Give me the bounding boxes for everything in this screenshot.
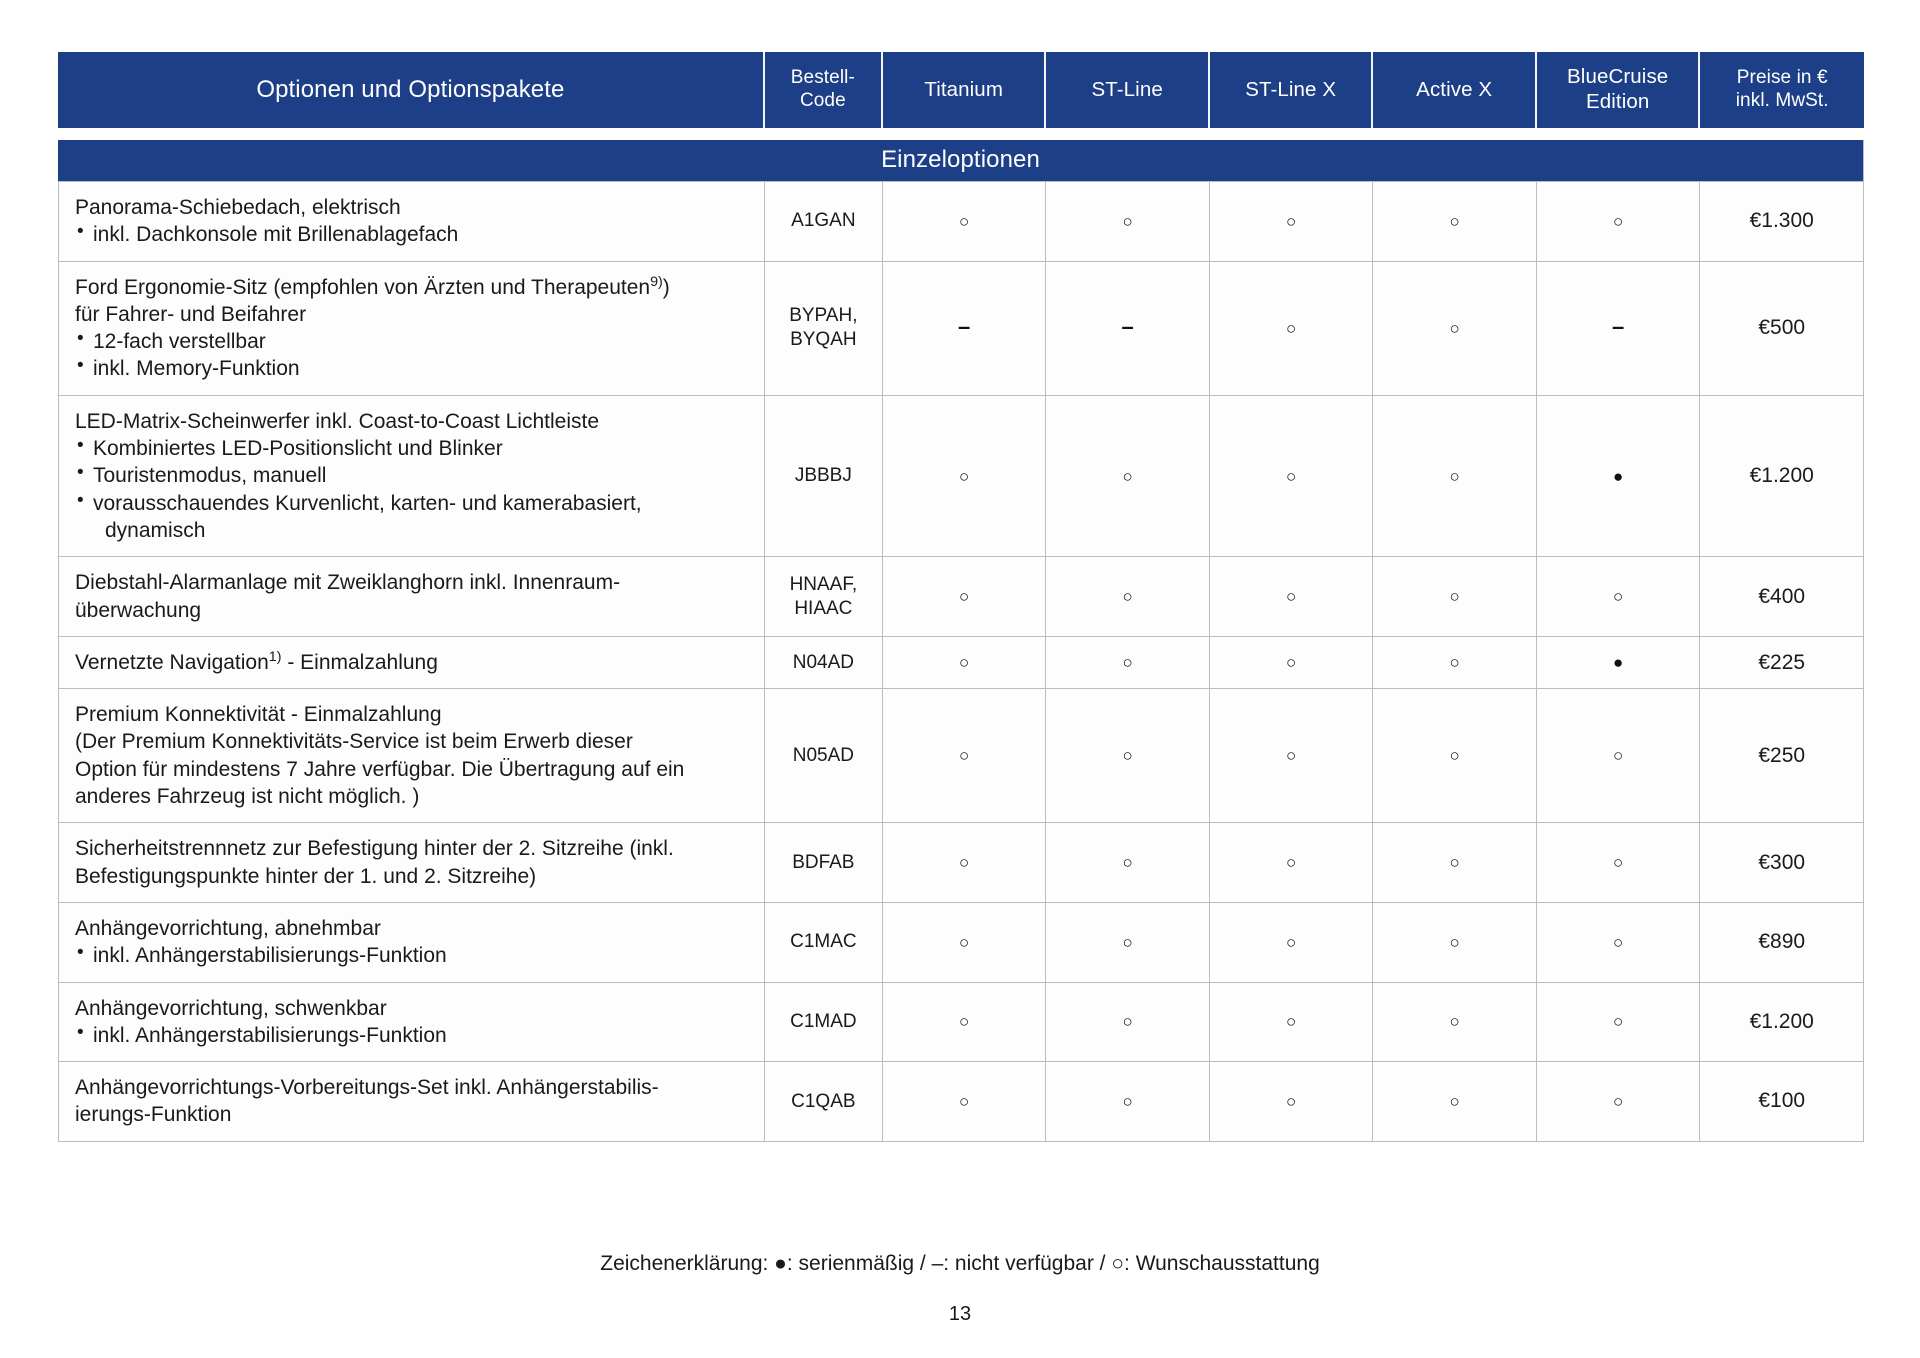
symbol-circle-icon: ○ <box>1286 318 1297 338</box>
header-price-line2: inkl. MwSt. <box>1735 90 1829 111</box>
option-title: Vernetzte Navigation$^{1)}$ - Einmalzahlung <box>75 648 438 674</box>
order-code <box>765 1062 883 1142</box>
option-title: Anhängevorrichtung, abnehmbar <box>75 916 381 940</box>
availability-activex <box>1373 396 1537 557</box>
order-code-line: C1MAD <box>790 1010 857 1032</box>
symbol-circle-icon: ○ <box>959 746 970 766</box>
header-bestell-code <box>765 52 883 128</box>
header-price <box>1700 52 1864 128</box>
option-price: €1.300 <box>1700 182 1864 262</box>
order-code-line: BYQAH <box>790 329 857 351</box>
availability-titanium <box>883 182 1047 262</box>
symbol-circle-icon: ○ <box>959 587 970 607</box>
symbol-dash-icon: – <box>1121 314 1134 340</box>
symbol-circle-icon: ○ <box>1286 746 1297 766</box>
header-code-line2: Code <box>799 90 846 111</box>
order-code-line: HIAAC <box>794 597 853 619</box>
order-code-line: C1MAC <box>790 931 857 953</box>
availability-activex <box>1373 262 1537 396</box>
symbol-dot-icon: ● <box>1613 466 1624 486</box>
symbol-circle-icon: ○ <box>1613 1091 1624 1111</box>
option-bullet: • 12-fach verstellbar <box>75 328 750 355</box>
symbol-circle-icon: ○ <box>1286 587 1297 607</box>
symbol-circle-icon: ○ <box>1122 466 1133 486</box>
symbol-circle-icon: ○ <box>1449 211 1460 231</box>
symbol-circle-icon: ○ <box>1286 466 1297 486</box>
symbol-circle-icon: ○ <box>1286 1091 1297 1111</box>
availability-activex <box>1373 983 1537 1063</box>
table-body <box>58 128 1864 1142</box>
option-description <box>58 983 765 1063</box>
option-title-cont: überwachung <box>75 598 202 622</box>
option-price: €890 <box>1700 903 1864 983</box>
availability-titanium <box>883 557 1047 637</box>
availability-activex <box>1373 689 1537 823</box>
availability-stlinex <box>1210 903 1374 983</box>
symbol-circle-icon: ○ <box>1122 587 1133 607</box>
symbol-circle-icon: ○ <box>1449 318 1460 338</box>
order-code-line: JBBBJ <box>794 465 852 487</box>
header-spacer <box>58 128 1864 140</box>
availability-bluecruise <box>1537 689 1701 823</box>
availability-bluecruise <box>1537 557 1701 637</box>
option-description <box>58 262 765 396</box>
availability-bluecruise <box>1537 1062 1701 1142</box>
option-bullet: • Touristenmodus, manuell <box>75 462 750 489</box>
option-title: LED-Matrix-Scheinwerfer inkl. Coast-to-Coast Lichtleiste <box>75 409 600 433</box>
availability-stlinex <box>1210 983 1374 1063</box>
option-bullet: • inkl. Dachkonsole mit Brillenablagefach <box>75 221 750 248</box>
availability-stlinex <box>1210 637 1374 689</box>
option-title: Panorama-Schiebedach, elektrisch <box>75 196 401 219</box>
option-price: €500 <box>1700 262 1864 396</box>
page-number: 13 <box>948 1303 972 1325</box>
symbol-circle-icon: ○ <box>1449 932 1460 952</box>
availability-titanium <box>883 689 1047 823</box>
symbol-circle-icon: ○ <box>1449 653 1460 672</box>
options-table <box>58 52 1864 1142</box>
symbol-circle-icon: ○ <box>1122 853 1133 873</box>
availability-bluecruise <box>1537 262 1701 396</box>
availability-titanium <box>883 637 1047 689</box>
table-row <box>58 983 1864 1063</box>
symbol-circle-icon: ○ <box>1122 932 1133 952</box>
header-bluecruise-edition <box>1537 52 1701 128</box>
availability-stline <box>1046 823 1210 903</box>
availability-titanium <box>883 262 1047 396</box>
legend-text: Zeichenerklärung: ●: serienmäßig / –: nicht verfügbar / ○: Wunschausstattung <box>600 1252 1320 1275</box>
order-code <box>765 983 883 1063</box>
option-title-cont: Befestigungspunkte hinter der 1. und 2. Sitzreihe) <box>75 864 537 888</box>
order-code <box>765 182 883 262</box>
availability-titanium <box>883 396 1047 557</box>
option-description <box>58 823 765 903</box>
option-title: Diebstahl-Alarmanlage mit Zweiklanghorn inkl. Innenraum- <box>75 571 621 595</box>
symbol-circle-icon: ○ <box>1122 653 1133 672</box>
availability-stlinex <box>1210 396 1374 557</box>
symbol-circle-icon: ○ <box>1286 653 1297 672</box>
symbol-circle-icon: ○ <box>959 211 970 231</box>
header-st-line: ST-Line <box>1046 52 1210 128</box>
availability-stline <box>1046 182 1210 262</box>
option-price: €1.200 <box>1700 983 1864 1063</box>
order-code <box>765 557 883 637</box>
symbol-circle-icon: ○ <box>959 653 970 672</box>
table-row <box>58 396 1864 557</box>
symbol-circle-icon: ○ <box>1122 1012 1133 1032</box>
option-description <box>58 396 765 557</box>
availability-stline <box>1046 396 1210 557</box>
symbol-circle-icon: ○ <box>1613 1012 1624 1032</box>
table-row <box>58 557 1864 637</box>
availability-bluecruise <box>1537 182 1701 262</box>
option-price: €250 <box>1700 689 1864 823</box>
table-row <box>58 689 1864 823</box>
availability-stline <box>1046 262 1210 396</box>
availability-bluecruise <box>1537 983 1701 1063</box>
order-code-line: A1GAN <box>791 210 856 232</box>
symbol-circle-icon: ○ <box>959 466 970 486</box>
option-price: €1.200 <box>1700 396 1864 557</box>
header-row <box>58 52 1864 128</box>
section-band-label: Einzeloptionen <box>58 140 1864 182</box>
availability-bluecruise <box>1537 903 1701 983</box>
header-bluecruise-line2: Edition <box>1585 90 1650 113</box>
table-row <box>58 637 1864 689</box>
option-title: Anhängevorrichtungs-Vorbereitungs-Set inkl. Anhängerstabilis- <box>75 1076 659 1100</box>
order-code <box>765 823 883 903</box>
option-description <box>58 557 765 637</box>
option-title: Premium Konnektivität - Einmalzahlung <box>75 703 442 727</box>
option-title: Anhängevorrichtung, schwenkbar <box>75 996 387 1020</box>
option-bullet: • vorausschauendes Kurvenlicht, karten- und kamerabasiert, <box>75 490 750 517</box>
availability-activex <box>1373 823 1537 903</box>
table-header <box>58 52 1864 128</box>
option-bullet: • inkl. Memory-Funktion <box>75 355 750 382</box>
option-description <box>58 689 765 823</box>
order-code <box>765 637 883 689</box>
symbol-circle-icon: ○ <box>1449 1091 1460 1111</box>
symbol-circle-icon: ○ <box>1613 853 1624 873</box>
table-row <box>58 903 1864 983</box>
symbol-circle-icon: ○ <box>1449 466 1460 486</box>
symbol-circle-icon: ○ <box>1286 853 1297 873</box>
availability-stlinex <box>1210 557 1374 637</box>
symbol-circle-icon: ○ <box>1449 1012 1460 1032</box>
availability-stline <box>1046 983 1210 1063</box>
availability-titanium <box>883 823 1047 903</box>
option-price: €400 <box>1700 557 1864 637</box>
option-description <box>58 637 765 689</box>
option-title-cont: ierungs-Funktion <box>75 1103 232 1127</box>
availability-bluecruise <box>1537 637 1701 689</box>
symbol-circle-icon: ○ <box>1613 932 1624 952</box>
symbol-circle-icon: ○ <box>959 853 970 873</box>
option-note-line: anderes Fahrzeug ist nicht möglich. ) <box>75 785 420 809</box>
option-title: Sicherheitstrennnetz zur Befestigung hinter der 2. Sitzreihe (inkl. <box>75 837 674 861</box>
symbol-circle-icon: ○ <box>1286 1012 1297 1032</box>
symbol-dash-icon: – <box>1612 314 1625 340</box>
symbol-dot-icon: ● <box>1613 653 1624 672</box>
symbol-circle-icon: ○ <box>959 1012 970 1032</box>
availability-activex <box>1373 1062 1537 1142</box>
availability-stline <box>1046 689 1210 823</box>
availability-titanium <box>883 983 1047 1063</box>
symbol-circle-icon: ○ <box>959 1091 970 1111</box>
header-spacer-cell <box>58 128 1864 140</box>
availability-stlinex <box>1210 689 1374 823</box>
table-row <box>58 1062 1864 1142</box>
header-st-line-x: ST-Line X <box>1210 52 1374 128</box>
availability-stline <box>1046 637 1210 689</box>
header-bluecruise-line1: BlueCruise <box>1567 65 1669 89</box>
symbol-circle-icon: ○ <box>959 932 970 952</box>
symbol-circle-icon: ○ <box>1613 211 1624 231</box>
option-bullet: • inkl. Anhängerstabilisierungs-Funktion <box>75 942 750 969</box>
option-price: €225 <box>1700 637 1864 689</box>
order-code-line: N05AD <box>792 744 854 766</box>
table-row <box>58 262 1864 396</box>
symbol-dash-icon: – <box>958 314 971 340</box>
option-title: Ford Ergonomie-Sitz (empfohlen von Ärzten und Therapeuten$^{9)}$) <box>75 273 670 299</box>
order-code <box>765 262 883 396</box>
availability-activex <box>1373 557 1537 637</box>
symbol-circle-icon: ○ <box>1449 853 1460 873</box>
availability-stlinex <box>1210 262 1374 396</box>
symbol-circle-icon: ○ <box>1286 932 1297 952</box>
availability-activex <box>1373 182 1537 262</box>
symbol-circle-icon: ○ <box>1449 587 1460 607</box>
symbol-circle-icon: ○ <box>1122 1091 1133 1111</box>
symbol-circle-icon: ○ <box>1122 746 1133 766</box>
option-price: €300 <box>1700 823 1864 903</box>
section-band-einzeloptionen <box>58 140 1864 182</box>
order-code-line: BDFAB <box>792 851 855 873</box>
footnote-marker: 1) <box>268 648 282 665</box>
availability-stline <box>1046 557 1210 637</box>
order-code <box>765 903 883 983</box>
table-row <box>58 823 1864 903</box>
symbol-circle-icon: ○ <box>1613 587 1624 607</box>
table-row <box>58 182 1864 262</box>
symbol-circle-icon: ○ <box>1286 211 1297 231</box>
footnote-marker: 9) <box>650 273 663 290</box>
option-description <box>58 903 765 983</box>
option-description <box>58 1062 765 1142</box>
availability-activex <box>1373 903 1537 983</box>
symbol-circle-icon: ○ <box>1449 746 1460 766</box>
availability-stlinex <box>1210 1062 1374 1142</box>
symbol-circle-icon: ○ <box>1613 746 1624 766</box>
option-note-line: (Der Premium Konnektivitäts-Service ist beim Erwerb dieser <box>75 730 633 754</box>
availability-titanium <box>883 1062 1047 1142</box>
availability-titanium <box>883 903 1047 983</box>
order-code-line: HNAAF, <box>789 573 858 595</box>
order-code-line: C1QAB <box>791 1090 856 1112</box>
availability-activex <box>1373 637 1537 689</box>
header-titanium: Titanium <box>883 52 1047 128</box>
availability-bluecruise <box>1537 823 1701 903</box>
availability-stlinex <box>1210 182 1374 262</box>
header-options: Optionen und Optionspakete <box>58 52 765 128</box>
symbol-circle-icon: ○ <box>1122 211 1133 231</box>
order-code-line: N04AD <box>792 651 854 673</box>
header-price-line1: Preise in € <box>1736 67 1828 89</box>
availability-stlinex <box>1210 823 1374 903</box>
option-bullet: • Kombiniertes LED-Positionslicht und Blinker <box>75 435 750 462</box>
order-code <box>765 396 883 557</box>
order-code-line: BYPAH, <box>789 305 858 327</box>
availability-bluecruise <box>1537 396 1701 557</box>
option-bullet-cont: dynamisch <box>105 518 206 542</box>
order-code <box>765 689 883 823</box>
header-active-x: Active X <box>1373 52 1537 128</box>
availability-stline <box>1046 1062 1210 1142</box>
option-description <box>58 182 765 262</box>
availability-stline <box>1046 903 1210 983</box>
option-subtitle: für Fahrer- und Beifahrer <box>75 302 307 326</box>
option-bullet: • inkl. Anhängerstabilisierungs-Funktion <box>75 1022 750 1049</box>
option-price: €100 <box>1700 1062 1864 1142</box>
header-code-line1: Bestell- <box>790 67 855 89</box>
option-note-line: Option für mindestens 7 Jahre verfügbar. Die Übertragung auf ein <box>75 757 685 781</box>
